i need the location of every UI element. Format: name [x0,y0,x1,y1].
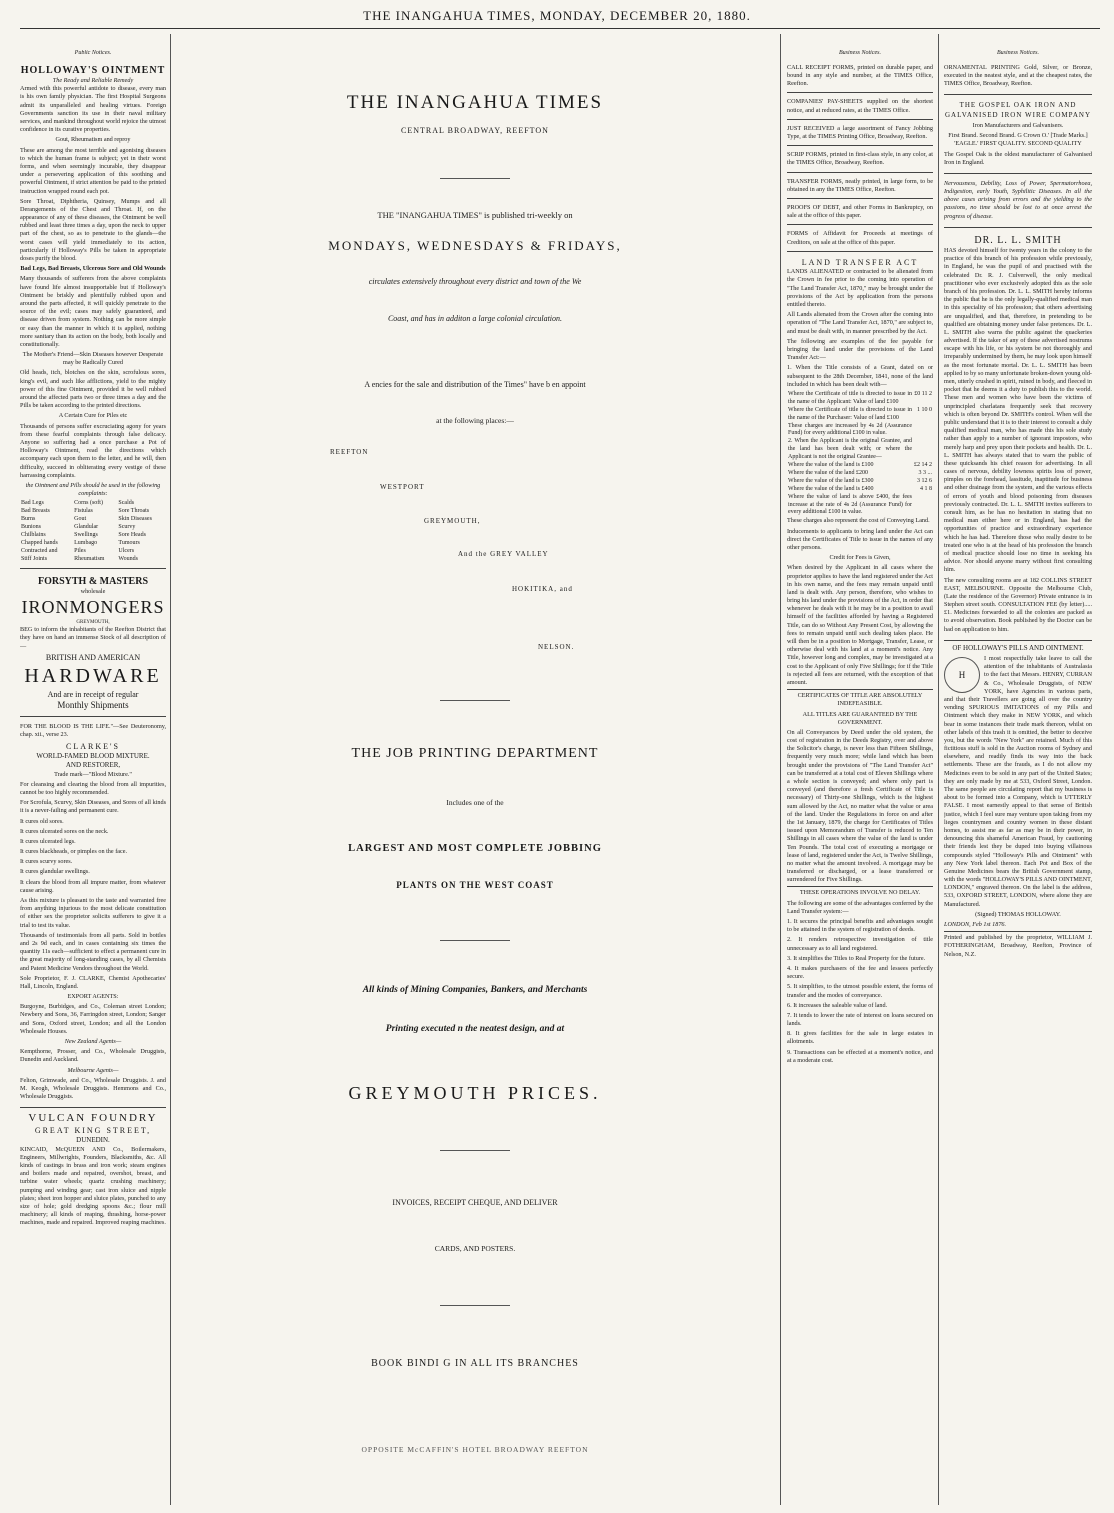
masthead: THE INANGAHUA TIMES, MONDAY, DECEMBER 20, 1880. [363,8,751,23]
complaints-row [20,548,166,556]
fee-row [787,470,933,478]
ad-paragraph: For cleansing and clearing the blood from all impurities, cannot be too highly recommended. [20,780,166,796]
agency-place: REEFTON [330,448,369,456]
imprint: Printed and published by the proprietor, WILLIAM J. FOTHERINGHAM, Broadway, Reefton, Province of Nelson, N.Z. [944,931,1092,959]
fee-amount: 3 3 ... [918,469,932,476]
complaint-cell: Ulcers [118,547,135,554]
complaints-row [20,532,166,540]
ad-paragraph: Many thousands of sufferers from the above complaints have found life almost insupportable but if Holloway's Ointment be briskly and plentifully rubbed upon and around the parts affected, it will quickly penetrate to the source of the evil; cases may safely guaranteed, and disease driven from system. Nothing can be more simple or easy than the manner in which it is applied, nothing more sanitary than its action on the body, both locally and constitutionally. [20,275,166,348]
ad-subtitle: The Ready and Reliable Remedy [52,77,134,85]
agencies-note: A encies for the sale and distribution of the Times" have b en appoint [364,380,586,389]
cure-item: It cures old sores. [20,817,64,825]
ad-heading: The Mother's Friend—Skin Diseases however Desperate may be Radically Cured [22,351,164,367]
ad-title: THE GOSPEL OAK IRON AND GALVANISED IRON WIRE COMPANY [944,101,1092,119]
ad-line: And are in receipt of regular [47,689,139,699]
ad-paragraph: Kempthorne, Prosser, and Co., Wholesale Druggists, Dunedin and Auckland. [20,1048,166,1064]
largest-line: LARGEST AND MOST COMPLETE JOBBING [348,843,602,854]
advantage-item: 5. It simplifies, to the utmost possible extent, the forms of transfer and the modes of conveyance. [787,983,933,999]
complaints-row [20,500,166,508]
ad-title: GREAT KING STREET, [34,1125,152,1135]
complaint-cell: Scurvy [118,524,136,530]
land-paragraph: 1. When the Title consists of a Grant, dated on or subsequent to the 28th December, 1841, none of the land included in which has been dealt with— [787,364,933,388]
print-ad: PROOFS OF DEBT, and other Forms in Bankruptcy, on sale at the office of this paper. [787,201,933,225]
agency-place: NELSON. [538,643,575,651]
advantage-item: 2. It renders retrospective investigation of title unnecessary as to all land registered. [787,936,933,952]
ad-paragraph: As this mixture is pleasant to the taste and warranted free from anything injurious to the most delicate constitution of either sex the proprietor solicits sufferers to give it a trial to test its value. [20,897,166,929]
fee-amount: £2 14 2 [914,462,932,469]
ad-paragraph: BEG to inform the inhabitants of the Reefton District that they have on hand an immense Stock of all description of— [20,626,166,650]
complaint-cell: Sore Heads [118,531,146,538]
ad-quote: FOR THE BLOOD IS THE LIFE."—See Deuteronomy, chap. xii., verse 23. [20,723,166,739]
complaint-cell: Corns (soft) [74,500,103,507]
agency-place: WESTPORT [380,483,425,491]
ad-title: DR. L. L. SMITH [974,234,1062,246]
fee-description: Where the Certificate of title is directed to issue in the name of the Purchaser: Value of land £100 [788,406,912,421]
includes-line: Includes one of the [446,798,504,807]
fee-row [787,494,933,518]
land-paragraph: The following are some of the advantages conferred by the Land Transfer system:— [787,899,933,915]
ad-heading: EXPORT AGENTS: [67,993,119,1001]
complaint-cell: Bunions [21,524,42,530]
publication-note: THE "INANGAHUA TIMES" is published tri-weekly on [377,210,573,220]
agency-place: HOKITIKA, and [512,585,573,593]
ad-heading: A Certain Cure for Piles etc [58,412,128,420]
fee-row [787,486,933,494]
cure-item: It cures scurvy sores. [20,858,73,866]
fee-amount [913,494,933,518]
fee-description: Where the value of the land is £100 [788,462,874,469]
print-ad: CALL RECEIPT FORMS, printed on durable paper, and bound in any style and number, at the TIMES Office, Reefton. [787,61,933,94]
greymouth-prices: GREYMOUTH PRICES. [348,1083,602,1103]
ad-paragraph: Thousands of testimonials from all parts. Sold in bottles and 2s 9d each, and in cases containing six times the quantity 11s each—sufficient to effect a permanent cure in the great majority of long-standing cases, by all Chemists and Patent Medicine Vendors throughout the World. [20,931,166,972]
complaints-row [20,516,166,524]
agency-place: And the GREY VALLEY [458,550,549,558]
gospel-oak-ad [944,98,1092,173]
ad-paragraph: Nervousness, Debility, Loss of Power, Spermatorrhoea, Indigestion, early Youth, Syphilitic Diseases. In all the above cases arising from errors and the yielding to the passions, no time should be lost to at once arrest the progress of disease. [944,179,1092,220]
left-column [20,50,166,1505]
ad-big-title: IRONMONGERS [21,596,165,617]
land-paragraph: These charges also represent the cost of Conveying Land. [787,517,930,525]
complaint-cell: Swellings [74,531,98,538]
complaint-cell: Stiff Joints [21,555,48,562]
ad-paragraph: Sore Throat, Diphtheria, Quinsey, Mumps and all Derangements of the Chest and Throat. If, on the appearance of any of these diseases, the Ointment be well rubbed and least three times a day, upon the neck to upper part of the chest, so as to penetrate to the glands—the worst cases will yield immediately to its action, particularly if Holloway's Pills be taken in appropriate doses purify the blood. [20,197,166,263]
fee-amount: 1 10 0 [917,406,932,413]
land-heading: ALL TITLES ARE GUARANTEED BY THE GOVERNMENT. [802,710,918,726]
fee-description: 2. When the Applicant is the original Grantee, and the land has been dealt with; or where the Applicant is not the original Grantee— [788,438,912,461]
print-ad: SCRIP FORMS, printed in first-class style, in any color, at the TIMES Office, Broadway, Reefton. [787,148,933,172]
ad-paragraph: HAS devoted himself for twenty years in the colony to the practice of this branch of his profession while previously, in England, he was the pupil of and practised with the celebrated Dr. R. J. Culverwell, the only medical practitioner who ever exclusively adopted this as the sole branch of his profession. Dr. L. L. SMITH hereby informs the public that he is the only legally-qualified medical man in this speciality of his profession; that others advertising are unqualified, and that, therefore, in pretending to be qualified are obtaining money under false pretences. Dr. L. L. SMITH also warns the public against the quackeries advertised. If the taker of any of these advertised nostrums escape with his life, or his system be not thoroughly and irreparably undermined by them, he may look upon himself as the most fortunate mortal. Dr. L. L. SMITH has been applied to by so many unfortunate broken-down young old-men, utterly crushed in spirit, ruined in body, and fleeced in pocket that he deems it a duty to publish this to the world. These men and women who have been the victims of unprincipled charlatans frequently seek that recovery which is often beyond Dr. SMITH's control. When will the public understand that it is to their interest to consult a duly qualified medical man, who has made this his sole study rather than apply to a number of ignorant impostors, who merely harp and prey upon their pockets and health. Dr. L. L. SMITH has always stated that to warn the public of these quicksands his chief reason for advertising. In all cases of nervous, debility lowness spirits loss of power, pimples on the forehead, lassitude, inaptitude for business and other drainage from the system, and the various effects of errors of youth and blood poisoning from diseases previously contracted. Dr. L. L. SMITH invites sufferers to consult him, as he has no hesitation in stating that no medical man either here or in England, has had the opportunities of practice and extraordinary experience which he has had. Therefore those who really desire to be treated one who is at the head of his profession the branch of medical practice should lose no time in seeking his advice. Nor should anyone marry without first consulting him. [944,247,1092,574]
advantage-item: 6. It increases the saleable value of land. [787,1001,888,1009]
print-ad: TRANSFER FORMS, neatly printed, in large form, to be obtained in any the TIMES Office, Reefton. [787,175,933,199]
fee-amount: 4 1 8 [920,485,932,492]
fee-description: Where the value of the land £200 [788,469,868,476]
advantage-item: 3. It simplifies the Titles to Real Property for the future. [787,954,926,962]
print-ads-list [787,61,933,252]
office-address: OPPOSITE McCAFFIN'S HOTEL BROADWAY REEFTON [361,1445,589,1454]
fee-amount: £0 11 2 [914,390,932,397]
complaints-row [20,508,166,516]
nervous-ad [944,177,1092,228]
dr-smith-ad [944,231,1092,641]
ad-subtitle: Iron Manufacturers and Galvanisers. [972,121,1064,129]
complaint-cell: Chilblains [21,531,46,538]
ad-paragraph: I most respectfully take leave to call the attention of the inhabitants of Australasia to the fact that Messrs. HENRY, CURRAN & Co., Wholesale Druggists, of NEW YORK, have Agencies in various parts, and that their Travellers are going all over the country vending SPURIOUS IMITATIONS of my Pills and Ointment which they make in NEW YORK, and which bear in some instances their trade mark thereon, whilst on other labels of this trash it is omitted, the better to deceive you, but the words "New York" are retained. Much of this fictitious stuff is sold in the Auction rooms of Sydney and elsewhere, and readily finds its way into the back settlements. These are the frauds, as I do not allow my Medicines even to be sold in any part of the United States; they are only made by me at 533, Oxford Street, London. The same people are circulating report that my business is about to be formed into a Company, which is UTTERLY FALSE. I most earnestly appeal to that sense of British justice, which I feel sure may venture upon taking from my lieges countrymen and country women in these distant homes, to assist me as far as may be in their power, in denouncing this shameful American Fraud, by cautioning their friends lest they be duped into buying villainous compounds styled "Holloway's Pills and Ointment" with any New York label thereon. Each Pot and Box of the Genuine Medicines bears the British Government stamp, with the words "HOLLOWAY'S PILLS AND OINTMENT, LONDON," engraved thereon. On the label is the address, 533, OXFORD STREET, LONDON, where alone they are Manufactured. [944,655,1092,908]
divider [180,700,770,701]
complaint-cell: Wounds [118,555,138,562]
column-divider [780,34,781,1505]
land-paragraph: On all Conveyances by Deed under the old system, the cost of registration in the Deeds Registry, over and above the Solicitor's charge, is never less than Fifteen Shillings, frequently very much more; while land which has been brought under the provisions of "The Land Transfer Act" can be transferred at a total cost of Eleven Shillings where a whole section is conveyed; and where only part is conveyed (and therefore a fresh Certificate of Title is necessary) of Thirty-one Shillings, which is the highest sum allowed by the Act, no matter what the value or area of the land. Under the Regulations in force on and after the 1st January, 1879, the charge for Certificates of Titles issued upon Memorandum of Transfer is reduced to Ten Shillings in all cases where the value of the land is under Ten Pounds. The total cost of executing a mortgage or lease of land, registered under the Act, is Twelve Shillings, no matter what the amount involved. A mortgage may be transferred or discharged, or a lease transferred or surrendered for Five Shillings. [787,728,933,884]
complaints-table [20,500,166,563]
printing-line: Printing executed n the neatest design, and at [385,1024,565,1034]
complaint-cell: Gout [74,516,87,523]
ad-heading: New Zealand Agents— [64,1038,122,1045]
ad-title: FORSYTH & MASTERS [37,575,148,587]
holloway-seal-icon: H [944,657,980,693]
ad-title: OF HOLLOWAY'S PILLS AND OINTMENT. [952,643,1084,652]
ad-paragraph: For Scrofula, Scurvy, Skin Diseases, and Sores of all kinds it is a never-failing and permanent cure. [20,799,166,815]
complaint-cell: Burns [21,516,36,523]
fee-description: Where the value of land is above £400, the fees increase at the rate of 4s 2d (Assurance Fund) for every additional £100 in value. [788,493,912,516]
plants-line: PLANTS ON THE WEST COAST [396,880,554,890]
complaints-row [20,524,166,532]
column-header: Public Notices. [74,50,112,56]
ad-heading: Melbourne Agents— [67,1066,119,1074]
ad-paragraph: KINCAID, McQUEEN AND Co., Boilermakers, Engineers, Millwrights, Founders, Blacksmiths, &c. All kinds of castings in brass and iron work; steam engines and boilers made and repaired, overshot, breast, and turbine water wheels; quartz crushing machinery; pumping and winding gear; cast iron sluice and nipple plates; sheet iron hopper and sluice plates, punched to any size of hole; gold dredging spoons &c.; flour mill machinery; all kinds of reaping, thrashing, horse-power machines, made and repaired. Improved reaping machines. [20,1145,166,1227]
ad-line: BRITISH AND AMERICAN [45,652,141,662]
ad-title: VULCAN FOUNDRY [28,1112,158,1125]
ad-paragraph: These are among the most terrible and agonising diseases to which the human frame is subject; yet in their worst forms, and when seemingly incurable, they disappear under a persevering application of this soothing and powerful Ointment, if strict attention be paid to the printed instruction wrapped round each pot. [20,146,166,195]
ad-paragraph: Old heads, itch, blotches on the skin, scrofulous sores, king's evil, and such like afflictions, yield to the mighty power of this fine Ointment, provided it be well rubbed around the affected parts two or three times a day and the Pills be taken according to the printed directions. [20,369,166,410]
complaint-cell: Scalds [118,500,135,507]
ad-line: Monthly Shipments [57,700,129,711]
complaints-row [20,540,166,548]
cures-list [20,818,166,896]
holloway-pills-ad [944,644,1092,959]
complaint-cell: Contracted and [21,547,58,554]
fee-row [787,462,933,470]
complaint-cell: Glandular [74,524,99,530]
land-paragraph: Inducements to applicants to bring land under the Act can direct the Certificates of Title to issue in the names of any other persons. [787,527,933,551]
land-paragraph: The following are examples of the fee payable for bringing the land under the provisions of the Land Transfer Act:— [787,337,933,362]
fee-row [787,407,933,423]
print-ad: COMPANIES' PAY-SHEETS supplied on the shortest notice, and at reduced rates, at the TIMES Office. [787,95,933,119]
complaint-cell: Skin Diseases [118,516,152,523]
advantage-item: 9. Transactions can be effected at a moment's notice, and at a moderate cost. [787,1048,933,1064]
book-binding-line: BOOK BINDI G IN ALL ITS BRANCHES [371,1358,579,1369]
ad-heading: the Ointment and Pills should be used in the following complaints: [25,481,161,498]
job-printing-heading: THE JOB PRINTING DEPARTMENT [351,746,599,761]
land-paragraph: LANDS ALIENATED or contracted to be alienated from the Crown in fee prior to the coming into operation of "The Land Transfer Act, 1870," may be brought under the provisions of the Act by application from the persons entitled thereto. [787,268,933,309]
ad-heading: Bad Legs, Bad Breasts, Ulcerous Sore and Old Wounds [20,265,166,273]
fee-amount: 3 12 6 [917,477,932,484]
advantage-item: 1. It secures the principal benefits and advantages sought to be attained in the system of registration of deeds. [787,918,933,934]
agency-place: GREYMOUTH, [424,517,481,525]
complaint-cell: Fistulas [74,508,93,515]
divider [180,940,770,941]
column-divider [938,34,939,1505]
ad-signature: (Signed) THOMAS HOLLOWAY. [975,910,1061,918]
ad-paragraph: Sole Proprietor, F. J. CLARKE, Chemist Apothecaries' Hall, Lincoln, England. [20,974,166,990]
complaint-cell: Piles [74,547,86,554]
fee-description: Where the value of the land is £400 [788,485,874,492]
divider [180,1305,770,1306]
ad-brands: First Brand. Second Brand. G Crown O.' [Trade Marks.] 'EAGLE.' FIRST QUALITY. SECOND QUALITY [948,132,1088,148]
column-header: Business Notices. [997,50,1039,56]
complaint-cell: Sore Throats [118,508,150,515]
complaint-cell: Chapped hands [21,539,58,546]
cards-line: CARDS, AND POSTERS. [434,1244,516,1253]
far-right-column [944,50,1092,1505]
print-ad: FORMS of Affidavit for Proceeds at meetings of Creditors, on sale at the office of this paper. [787,227,933,251]
fee-row [787,478,933,486]
column-header: Business Notices. [839,50,881,56]
ad-paragraph: Burgoyne, Burbidges, and Co., Coleman street London; Newbery and Sons, 36, Farringdon street, London; Sanger and Sons, Oxford street, London; and all the London Wholesale Houses. [20,1003,166,1035]
complaint-cell: Bad Breasts [21,508,50,515]
ad-heading: Gout, Rheumatism and reproy [55,136,131,144]
cure-item: It cures glandular swellings. [20,868,90,876]
ad-town: GREYMOUTH, [76,619,110,625]
land-heading: CERTIFICATES OF TITLE ARE ABSOLUTELY INDEFEASIBLE. [787,689,933,708]
ad-title: CLARKE'S [66,741,120,751]
fee-row [787,438,933,462]
business-notices-column [787,50,933,1505]
advantages-list [787,918,933,1065]
divider [180,1150,770,1151]
print-ad: JUST RECEIVED a large assortment of Fancy Jobbing Type, at the TIMES Printing Office, Broadway, Reefton. [787,122,933,146]
ad-trade-mark: Trade mark—"Blood Mixture." [54,770,132,778]
paper-address: CENTRAL BROADWAY, REEFTON [401,126,549,135]
complaint-cell: Bad Legs [21,500,44,507]
complaint-cell: Tumours [118,539,140,546]
mining-line: All kinds of Mining Companies, Bankers, and Merchants [362,985,588,995]
cure-item: It cures ulcerated sores on the neck. [20,827,109,835]
cure-item: It cures blackheads, or pimples on the face. [20,848,128,856]
invoices-line: INVOICES, RECEIPT CHEQUE, AND DELIVER [392,1198,558,1207]
circulation-line: Coast, and has in additon a large colonial circulation. [387,314,563,323]
ad-title: AND RESTORER, [65,761,121,770]
fee-row [787,423,933,439]
fee-row [787,391,933,407]
cure-item: It cures ulcerated legs. [20,837,76,845]
ad-paragraph: Armed with this powerful antidote to disease, every man is his own family physician. The first Hospital Surgeons admit its unparalleled and healing virtues. Foreign Governments sanction its use in their naval military services, and mankind throughout world rejoice the utmost confidence in its curative properties. [20,85,166,134]
clarke-blood-mixture-ad [20,720,166,1108]
holloway-ointment-ad [20,61,166,569]
fee-description: Where the Certificate of title is directed to issue in the name of the Applicant: Value of land £100 [788,390,912,405]
land-paragraph: When desired by the Applicant in all cases where the proprietor applies to have the land registered under the Act in his own name, and the fees may remain unpaid until land is dealt with. Any person, therefore, who wishes to bring his land under the provisions of the Act, in order that whenever he deals with it he may be in a position to avail himself of the facilities afforded by having a Registered Title, can do so Without Any Present Cost, by allowing the fees to remain unpaid until such dealing takes place. He will then be in a position to Mortgage, Transfer, Lease, or otherwise deal with his land at a moment's notice. Any Title, however long and complex, may be investigated at a cost to the Applicant of only Five Shillings; for if the Title is rejected all fees are returned, with the exception of that amount. [787,564,933,686]
vulcan-foundry-ad [20,1111,166,1227]
ad-paragraph: The Gospel Oak is the oldest manufacturer of Galvanised Iron in England. [944,150,1092,166]
ad-title: DUNEDIN. [76,1136,110,1145]
complaints-row [20,556,166,564]
advantage-item: 7. It tends to lower the rate of interest on loans secured on lands. [787,1011,933,1028]
ornamental-printing-ad [944,61,1092,96]
fee-amount [913,423,933,439]
ad-paragraph: ORNAMENTAL PRINTING Gold, Silver, or Bronze, executed in the neatest style, and at the cheapest rates, the TIMES Office, Broadway, Reefton. [944,63,1092,88]
divider [180,178,770,179]
land-heading: THESE OPERATIONS INVOLVE NO DELAY. [787,886,933,897]
fee-description: Where the value of the land is £300 [788,477,874,484]
column-divider [170,34,171,1505]
fee-description: These charges are increased by 4s 2d (Assurance Fund) for every additional £100 in value. [788,422,912,437]
paper-title: THE INANGAHUA TIMES [346,92,604,113]
masthead-rule [20,28,1100,29]
ad-subtitle: wholesale [80,587,106,595]
ad-paragraph: Felton, Grimwade, and Co., Wholesale Druggists. J. and M. Keogh, Wholesale Druggists. Hemmons and Co., Wholesale Druggists. [20,1076,166,1101]
complaint-cell: Rheumatism [74,555,105,562]
cure-item: It clears the blood from all impure matter, from whatever cause arising. [20,878,166,894]
ad-title: HOLLOWAY'S OINTMENT [20,64,166,76]
places-intro: at the following places:— [436,416,514,425]
land-paragraph: All Lands alienated from the Crown after the coming into operation of "The Land Transfer Act, 1870," are subject to, and must be dealt with, in manner prescribed by the Act. [787,311,933,335]
fee-amount [913,438,933,462]
circulation-line: circulates extensively throughout every district and town of the We [368,277,582,286]
publication-days: MONDAYS, WEDNESDAYS & FRIDAYS, [328,238,622,253]
land-heading: Credit for Fees is Given, [829,554,891,562]
land-transfer-title: LAND TRANSFER ACT [801,257,919,267]
complaint-cell: Lumbago [74,539,98,546]
ad-big-title: HARDWARE [24,665,162,688]
advantage-item: 8. It gives facilities for the sale in large estates in allotments. [787,1030,933,1046]
ad-date: LONDON, Feb 1st 1876. [944,921,1007,929]
ad-title: WORLD-FAMED BLOOD MIXTURE. [36,752,150,761]
fees-table [787,391,933,518]
forsyth-masters-ad [20,572,166,718]
advantage-item: 4. It makes purchasers of the fee and lessees perfectly secure. [787,964,933,981]
ad-paragraph: Thousands of persons suffer excruciating agony for years from these fearful complaints through false delicacy. Anyone so suffering had a once purchase a Pot of Holloway's Ointment, read the directions which accompany each upon them to the letter, and he will, then difficulty, succeed in obliterating every vestige of these harrassing complaints. [20,422,166,479]
ad-paragraph: The new consulting rooms are at 182 COLLINS STREET EAST, MELBOURNE. Opposite the Melbourne Club, (Late the residence of the Governor) Private entrance is in Stephen street south. CONSULTATION FEE (by letter).....£1. Medicines forwarded to all the colonies are packed as to avoid observation. Book published by the Doctor can be had on application to him. [944,576,1092,633]
